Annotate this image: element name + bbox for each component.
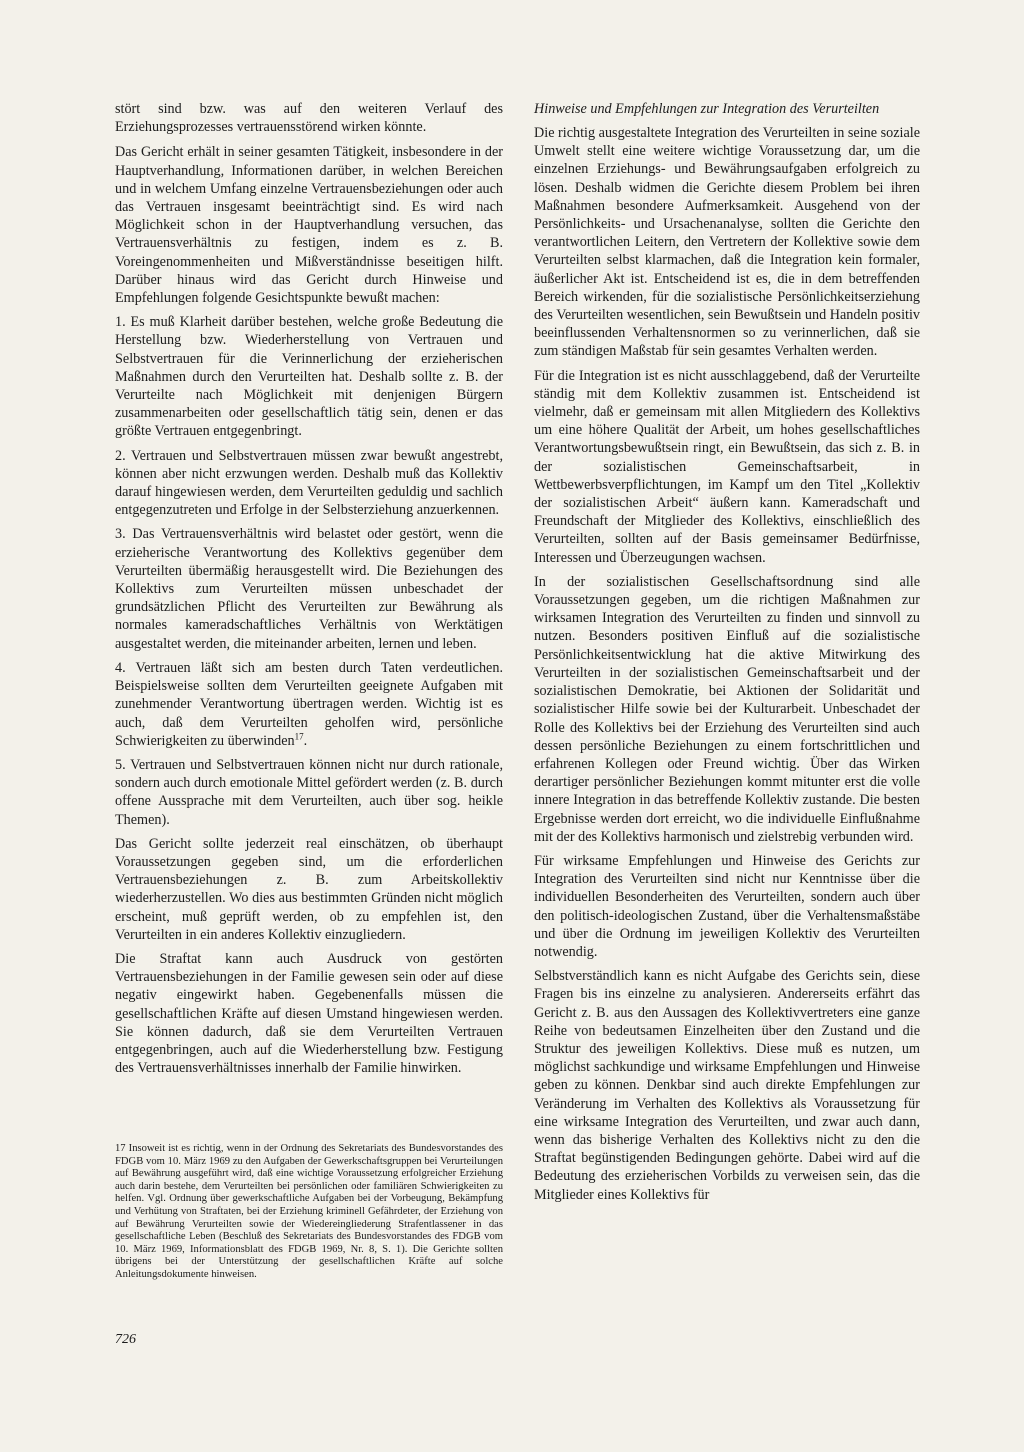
list-item-5: 5. Vertrauen und Selbstvertrauen können nicht nur durch rationale, sondern auch durch emotionale Mittel gefördert werden (z. B. durch offene Aussprache mit dem Verurteilten, auch über sog. heikle Themen). xyxy=(115,756,503,828)
paragraph: Das Gericht sollte jederzeit real einschätzen, ob überhaupt Voraussetzungen gegeben sind, um die erforderlichen Vertrauensbeziehungen z. B. zum Arbeitskollektiv wiederherzustellen. Wo dies aus bestimmten Gründen nicht möglich erscheint, muß geprüft werden, ob zu empfehlen ist, den Verurteilten in ein anderes Kollektiv einzugliedern. xyxy=(115,835,503,943)
paragraph: stört sind bzw. was auf den weiteren Verlauf des Erziehungsprozesses vertrauensstörend wirken könnte. xyxy=(115,101,503,136)
paragraph: Das Gericht erhält in seiner gesamten Tätigkeit, insbesondere in der Hauptverhandlung, Informationen darüber, in welchen Bereichen und in welchem Umfang einzelne Vertrauensbeziehungen oder auch das Vertrauen insgesamt beeinträchtigt sind. Es wird nach Möglichkeit schon in der Hauptverhandlung versuchen, das Vertrauensverhältnis zu festigen, indem es z. B. Voreingenommenheiten und Mißverständnisse beseitigen hilft. Darüber hinaus wird das Gericht durch Hinweise und Empfehlungen folgende Gesichtspunkte bewußt machen: xyxy=(115,144,503,307)
list-item-3: 3. Das Vertrauensverhältnis wird belastet oder gestört, wenn die erzieherische Verantwortung des Kollektivs gegenüber dem Verurteilten übermäßig herausgestellt wird. Die Beziehungen des Kollektivs zum Verurteilten müssen unbeschadet der grundsätzlichen Pflicht des Verurteilten zur Bewährung als normales kameradschaftliches Verhältnis von Werktätigen ausgestaltet werden, die miteinander arbeiten, lernen und leben. xyxy=(115,526,503,652)
footnote: 17 Insoweit ist es richtig, wenn in der Ordnung des Sekretariats des Bundesvorstandes des FDGB vom 10. März 1969 zu den Aufgaben der Gewerkschaftsgruppen bei Verurteilungen auf Bewährung ausgeführt wird, daß eine wichtige Voraussetzung erfolgreicher Erziehung auch darin bestehe, dem Verurteilten bei persönlichen oder familiären Schwierigkeiten zu helfen. Vgl. Ordnung über gewerkschaftliche Aufgaben bei der Vorbeugung, Bekämpfung und Verhütung von Straftaten, bei der Erziehung kriminell Gefährdeter, der Erziehung von auf Bewährung Verurteilten sowie der Wiedereingliederung Strafentlassener in das gesellschaftliche Leben (Beschluß des Sekretariats des Bundesvorstandes des FDGB vom 10. März 1969, Informationsblatt des FDGB 1969, Nr. 8, S. 1). Die Gerichte sollten übrigens bei der Unterstützung der gesellschaftlichen Kräfte auf solche Anleitungsdokumente hinweisen. xyxy=(115,1143,503,1280)
list-item-2: 2. Vertrauen und Selbstvertrauen müssen zwar bewußt angestrebt, können aber nicht erzwungen werden. Deshalb muß das Kollektiv darauf hingewiesen werden, dem Verurteilten geduldig und sachlich entgegenzutreten und Erfolge in der Selbsterziehung anzuerkennen. xyxy=(115,447,503,519)
list-item-4-text: 4. Vertrauen läßt sich am besten durch Taten verdeutlichen. Beispielsweise sollten dem Verurteilten geeignete Aufgaben mit zunehmender Verantwortung übertragen werden. Wichtig ist es auch, daß dem Verurteilten geholfen wird, persönliche Schwierigkeiten zu überwinden xyxy=(115,659,503,749)
footnote-reference: 17 xyxy=(294,730,304,741)
list-item-1: 1. Es muß Klarheit darüber bestehen, welche große Bedeutung die Herstellung bzw. Wiederherstellung von Vertrauen und Selbstvertrauen für die Verinnerlichung der erzieherischen Maßnahmen durch den Verurteilten hat. Deshalb sollte z. B. der Verurteilte nach Möglichkeit mit denjenigen Bürgern zusammenarbeiten oder gesellschaftlich tätig sein, denen er das größte Vertrauen entgegenbringt. xyxy=(115,314,503,440)
paragraph: Für wirksame Empfehlungen und Hinweise des Gerichts zur Integration des Verurteilten sind nicht nur Kenntnisse über die individuellen Besonderheiten des Verurteilten, sondern auch über den politisch-ideologischen Zustand, über die Verhaltensmaßstäbe und über die Ordnung im jeweiligen Kollektiv des Verurteilten notwendig. xyxy=(534,852,920,960)
right-column xyxy=(534,100,920,1210)
paragraph: In der sozialistischen Gesellschaftsordnung sind alle Voraussetzungen gegeben, um die richtigen Maßnahmen zur wirksamen Integration des Verurteilten zu finden und sinnvoll zu nutzen. Besonders positiven Einfluß auf die sozialistische Persönlichkeitsentwicklung hat die aktive Mitwirkung des Verurteilten in der sozialistischen Gemeinschaftsarbeit und der sozialistischen Demokratie, bei Aktionen der Solidarität und sozialistischer Hilfe sowie bei der Kulturarbeit. Unbeschadet der Rolle des Kollektivs bei der Erziehung des Verurteilten sind auch dessen persönliche Beziehungen zu einem fortschrittlichen und erfahrenen Kollegen oder Freund wichtig. Über das Wirken derartiger persönlicher Beziehungen kommt mitunter erst die volle innere Integration in das betreffende Kollektiv zustande. Die besten Ergebnisse werden dort erreicht, wo die individuelle Einflußnahme mit der des Kollektivs harmonisch und zielstrebig verbunden wird. xyxy=(534,573,920,845)
left-column xyxy=(115,100,503,1083)
list-item-4: 4. Vertrauen läßt sich am besten durch Taten verdeutlichen. Beispielsweise sollten dem Verurteilten geeignete Aufgaben mit zunehmender Verantwortung übertragen werden. Wichtig ist es auch, daß dem Verurteilten geholfen wird, persönliche Schwierigkeiten zu überwinden$^{17}$. xyxy=(115,659,503,749)
paragraph: Selbstverständlich kann es nicht Aufgabe des Gerichts sein, diese Fragen bis ins einzelne zu analysieren. Andererseits erfährt das Gericht z. B. aus den Aussagen des Kollektivvertreters eine ganze Reihe von bedeutsamen Einzelheiten über den Zustand und die Struktur des jeweiligen Kollektivs. Diese muß es nutzen, um möglichst sachkundige und wirksame Empfehlungen und Hinweise geben zu können. Denkbar sind auch direkte Empfehlungen zur Veränderung im Verhalten des Kollektivs als Voraussetzung für eine wirksame Integration des Verurteilten, und zwar auch dann, wenn das bisherige Verhalten des Kollektivs nicht zu den die Straftat begünstigenden Bedingungen gehörte. Dabei wird auf die Bedeutung des erzieherischen Vorbilds zu verweisen sein, das die Mitglieder eines Kollektivs für xyxy=(534,968,920,1203)
paragraph: Für die Integration ist es nicht ausschlaggebend, daß der Verurteilte ständig mit dem Kollektiv zusammen ist. Entscheidend ist vielmehr, daß er gemeinsam mit allen Mitgliedern des Kollektivs um eine höhere Qualität der Arbeit, um hohes gesellschaftliches Verantwortungsbewußtsein ringt, ein Bewußtsein, das sich z. B. in der sozialistischen Gemeinschaftsarbeit, in Wettbewerbsverpflichtungen, im Kampf um den Titel „Kollektiv der sozialistischen Arbeit“ äußern kann. Kameradschaft und Freundschaft der Mitglieder des Kollektivs, einschließlich des Verurteilten, sollten auf der Basis gemeinsamer Bedürfnisse, Interessen und Überzeugungen wachsen. xyxy=(534,367,920,566)
page-number: 726 xyxy=(115,1332,136,1347)
paragraph: Die richtig ausgestaltete Integration des Verurteilten in seine soziale Umwelt stellt eine weitere wichtige Voraussetzung dar, um die einzelnen Erziehungs- und Bewährungsaufgaben erfolgreich zu lösen. Deshalb widmen die Gerichte diesem Problem bei ihren Maßnahmen besondere Aufmerksamkeit. Ausgehend von der Persönlichkeits- und Ursachenanalyse, sollten die Gerichte den verantwortlichen Leitern, den Vertretern der Kollektive sowie dem Verurteilten selbst klarmachen, daß die Integration kein formaler, äußerlicher Akt ist. Entscheidend ist es, die in dem betreffenden Bereich wirkenden, für die sozialistische Persönlichkeitserziehung des Verurteilten wesentlichen, sein Bewußtsein und Handeln positiv beeinflussenden Verhaltensnormen so zu verinnerlichen, daß sie zum ständigen Maßstab für sein gesamtes Verhalten werden. xyxy=(534,125,920,360)
paragraph: Die Straftat kann auch Ausdruck von gestörten Vertrauensbeziehungen in der Familie gewesen sein oder auf diese negativ eingewirkt haben. Gegebenenfalls müssen die gesellschaftlichen Kräfte auf diesen Umstand hingewiesen werden. Sie können dadurch, daß sie dem Verurteilten Vertrauen entgegenbringen, auch auf die Wiederherstellung bzw. Festigung des Vertrauensverhältnisses innerhalb der Familie hinwirken. xyxy=(115,950,503,1077)
section-heading: Hinweise und Empfehlungen zur Integration des Verurteilten xyxy=(534,101,880,117)
